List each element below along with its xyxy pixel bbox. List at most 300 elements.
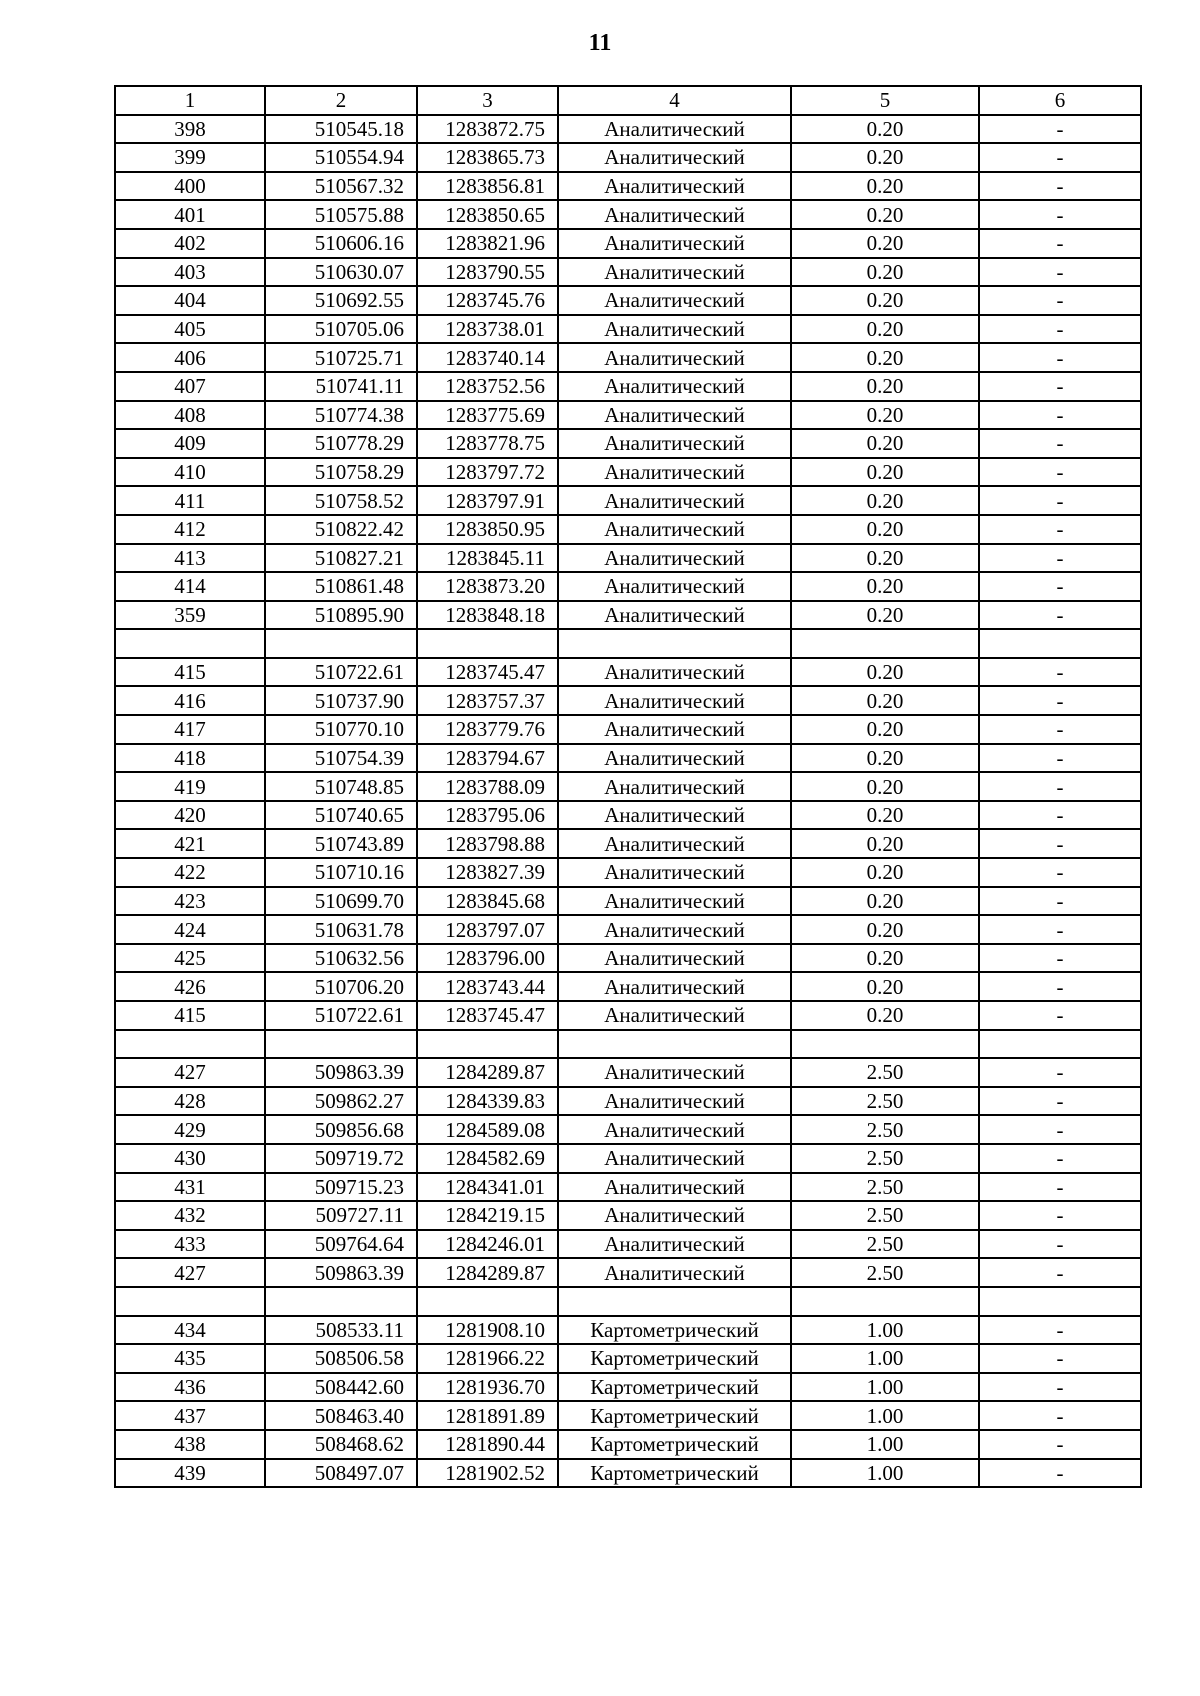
- note-cell: -: [979, 429, 1141, 458]
- accuracy-cell: 0.20: [791, 658, 979, 687]
- method-cell: Аналитический: [558, 1173, 791, 1202]
- x-coordinate-cell: 510692.55: [265, 286, 417, 315]
- point-number-cell: 406: [115, 343, 265, 372]
- note-cell: -: [979, 658, 1141, 687]
- method-cell: Аналитический: [558, 715, 791, 744]
- y-coordinate-cell: 1283845.68: [417, 887, 558, 916]
- x-coordinate-cell: 510895.90: [265, 601, 417, 630]
- table-row: [115, 315, 1141, 344]
- x-coordinate-cell: 510758.52: [265, 486, 417, 515]
- table-row: [115, 458, 1141, 487]
- note-cell: -: [979, 1430, 1141, 1459]
- y-coordinate-cell: 1281936.70: [417, 1373, 558, 1402]
- x-coordinate-cell: 508533.11: [265, 1316, 417, 1345]
- x-coordinate-cell: 510554.94: [265, 143, 417, 172]
- note-cell: -: [979, 258, 1141, 287]
- note-cell: -: [979, 601, 1141, 630]
- accuracy-cell: 0.20: [791, 972, 979, 1001]
- accuracy-cell: [791, 1287, 979, 1316]
- point-number-cell: 420: [115, 801, 265, 830]
- table-row: [115, 1201, 1141, 1230]
- point-number-cell: [115, 629, 265, 658]
- x-coordinate-cell: 508497.07: [265, 1459, 417, 1488]
- method-cell: Аналитический: [558, 343, 791, 372]
- method-cell: Аналитический: [558, 372, 791, 401]
- method-cell: Аналитический: [558, 744, 791, 773]
- note-cell: -: [979, 1373, 1141, 1402]
- note-cell: [979, 1030, 1141, 1059]
- accuracy-cell: 0.20: [791, 515, 979, 544]
- y-coordinate-cell: [417, 629, 558, 658]
- x-coordinate-cell: 509719.72: [265, 1144, 417, 1173]
- note-cell: -: [979, 172, 1141, 201]
- point-number-cell: 404: [115, 286, 265, 315]
- method-cell: Аналитический: [558, 515, 791, 544]
- point-number-cell: 433: [115, 1230, 265, 1259]
- method-cell: Аналитический: [558, 944, 791, 973]
- accuracy-cell: 0.20: [791, 372, 979, 401]
- method-cell: Аналитический: [558, 258, 791, 287]
- accuracy-cell: 0.20: [791, 829, 979, 858]
- note-cell: -: [979, 1258, 1141, 1287]
- table-row: [115, 429, 1141, 458]
- table-row: [115, 1001, 1141, 1030]
- note-cell: -: [979, 887, 1141, 916]
- note-cell: -: [979, 686, 1141, 715]
- accuracy-cell: 0.20: [791, 715, 979, 744]
- y-coordinate-cell: 1283795.06: [417, 801, 558, 830]
- point-number-cell: 415: [115, 658, 265, 687]
- note-cell: -: [979, 1058, 1141, 1087]
- table-row: [115, 887, 1141, 916]
- y-coordinate-cell: 1283827.39: [417, 858, 558, 887]
- separator-row: [115, 629, 1141, 658]
- note-cell: -: [979, 715, 1141, 744]
- table-row: [115, 544, 1141, 573]
- note-cell: -: [979, 1173, 1141, 1202]
- accuracy-cell: 0.20: [791, 401, 979, 430]
- method-cell: Аналитический: [558, 772, 791, 801]
- table-row: [115, 143, 1141, 172]
- point-number-cell: 401: [115, 200, 265, 229]
- accuracy-cell: 0.20: [791, 429, 979, 458]
- point-number-cell: 428: [115, 1087, 265, 1116]
- method-cell: Аналитический: [558, 229, 791, 258]
- method-cell: Аналитический: [558, 658, 791, 687]
- y-coordinate-cell: 1283856.81: [417, 172, 558, 201]
- method-cell: Картометрический: [558, 1401, 791, 1430]
- y-coordinate-cell: 1284582.69: [417, 1144, 558, 1173]
- method-cell: Аналитический: [558, 1115, 791, 1144]
- x-coordinate-cell: 510758.29: [265, 458, 417, 487]
- note-cell: -: [979, 229, 1141, 258]
- method-cell: Аналитический: [558, 686, 791, 715]
- method-cell: Аналитический: [558, 972, 791, 1001]
- method-cell: [558, 1287, 791, 1316]
- note-cell: -: [979, 1144, 1141, 1173]
- point-number-cell: 410: [115, 458, 265, 487]
- method-cell: Аналитический: [558, 286, 791, 315]
- point-number-cell: 425: [115, 944, 265, 973]
- x-coordinate-cell: 509727.11: [265, 1201, 417, 1230]
- accuracy-cell: 1.00: [791, 1459, 979, 1488]
- y-coordinate-cell: 1284341.01: [417, 1173, 558, 1202]
- method-cell: Аналитический: [558, 458, 791, 487]
- y-coordinate-cell: 1284289.87: [417, 1258, 558, 1287]
- table-row: [115, 715, 1141, 744]
- x-coordinate-cell: [265, 1030, 417, 1059]
- note-cell: -: [979, 1316, 1141, 1345]
- note-cell: -: [979, 1001, 1141, 1030]
- x-coordinate-cell: 510770.10: [265, 715, 417, 744]
- method-cell: Картометрический: [558, 1344, 791, 1373]
- method-cell: Аналитический: [558, 858, 791, 887]
- point-number-cell: 398: [115, 115, 265, 144]
- table-row: [115, 200, 1141, 229]
- accuracy-cell: 2.50: [791, 1058, 979, 1087]
- accuracy-cell: 1.00: [791, 1344, 979, 1373]
- y-coordinate-cell: 1283779.76: [417, 715, 558, 744]
- method-cell: Аналитический: [558, 601, 791, 630]
- note-cell: -: [979, 1230, 1141, 1259]
- accuracy-cell: 0.20: [791, 458, 979, 487]
- x-coordinate-cell: 510827.21: [265, 544, 417, 573]
- x-coordinate-cell: 510545.18: [265, 115, 417, 144]
- x-coordinate-cell: 509764.64: [265, 1230, 417, 1259]
- method-cell: Аналитический: [558, 544, 791, 573]
- y-coordinate-cell: 1283848.18: [417, 601, 558, 630]
- accuracy-cell: 0.20: [791, 801, 979, 830]
- x-coordinate-cell: 510699.70: [265, 887, 417, 916]
- note-cell: -: [979, 744, 1141, 773]
- point-number-cell: 436: [115, 1373, 265, 1402]
- note-cell: -: [979, 401, 1141, 430]
- table-row: [115, 1173, 1141, 1202]
- x-coordinate-cell: 510778.29: [265, 429, 417, 458]
- x-coordinate-cell: 509863.39: [265, 1058, 417, 1087]
- accuracy-cell: 0.20: [791, 772, 979, 801]
- point-number-cell: 423: [115, 887, 265, 916]
- point-number-cell: 438: [115, 1430, 265, 1459]
- y-coordinate-cell: 1283740.14: [417, 343, 558, 372]
- note-cell: -: [979, 115, 1141, 144]
- coordinates-table: [114, 85, 1142, 1488]
- note-cell: -: [979, 315, 1141, 344]
- accuracy-cell: 2.50: [791, 1115, 979, 1144]
- y-coordinate-cell: 1283821.96: [417, 229, 558, 258]
- note-cell: -: [979, 1201, 1141, 1230]
- method-cell: Картометрический: [558, 1373, 791, 1402]
- note-cell: -: [979, 286, 1141, 315]
- table-row: [115, 258, 1141, 287]
- point-number-cell: 437: [115, 1401, 265, 1430]
- method-cell: Аналитический: [558, 1201, 791, 1230]
- y-coordinate-cell: 1283738.01: [417, 315, 558, 344]
- y-coordinate-cell: 1283872.75: [417, 115, 558, 144]
- y-coordinate-cell: 1281966.22: [417, 1344, 558, 1373]
- note-cell: -: [979, 858, 1141, 887]
- x-coordinate-cell: 510725.71: [265, 343, 417, 372]
- y-coordinate-cell: 1283873.20: [417, 572, 558, 601]
- accuracy-cell: 0.20: [791, 601, 979, 630]
- y-coordinate-cell: 1283757.37: [417, 686, 558, 715]
- method-cell: [558, 629, 791, 658]
- table-row: [115, 1115, 1141, 1144]
- method-cell: Картометрический: [558, 1459, 791, 1488]
- x-coordinate-cell: 510706.20: [265, 972, 417, 1001]
- note-cell: -: [979, 544, 1141, 573]
- accuracy-cell: 0.20: [791, 200, 979, 229]
- method-cell: [558, 1030, 791, 1059]
- note-cell: -: [979, 515, 1141, 544]
- header-cell-6: 6: [979, 86, 1141, 115]
- accuracy-cell: 0.20: [791, 258, 979, 287]
- accuracy-cell: 0.20: [791, 115, 979, 144]
- point-number-cell: 412: [115, 515, 265, 544]
- accuracy-cell: 0.20: [791, 544, 979, 573]
- point-number-cell: [115, 1030, 265, 1059]
- y-coordinate-cell: 1283790.55: [417, 258, 558, 287]
- x-coordinate-cell: 510632.56: [265, 944, 417, 973]
- point-number-cell: 415: [115, 1001, 265, 1030]
- y-coordinate-cell: 1283775.69: [417, 401, 558, 430]
- note-cell: -: [979, 458, 1141, 487]
- accuracy-cell: 0.20: [791, 143, 979, 172]
- method-cell: Аналитический: [558, 829, 791, 858]
- point-number-cell: 427: [115, 1058, 265, 1087]
- table-row: [115, 658, 1141, 687]
- point-number-cell: 417: [115, 715, 265, 744]
- point-number-cell: 419: [115, 772, 265, 801]
- table-row: [115, 1459, 1141, 1488]
- point-number-cell: 402: [115, 229, 265, 258]
- note-cell: -: [979, 143, 1141, 172]
- x-coordinate-cell: 510740.65: [265, 801, 417, 830]
- y-coordinate-cell: 1283788.09: [417, 772, 558, 801]
- table-row: [115, 1344, 1141, 1373]
- method-cell: Аналитический: [558, 486, 791, 515]
- point-number-cell: 424: [115, 915, 265, 944]
- point-number-cell: 431: [115, 1173, 265, 1202]
- y-coordinate-cell: 1283845.11: [417, 544, 558, 573]
- y-coordinate-cell: 1284246.01: [417, 1230, 558, 1259]
- table-row: [115, 686, 1141, 715]
- point-number-cell: 416: [115, 686, 265, 715]
- y-coordinate-cell: 1281908.10: [417, 1316, 558, 1345]
- y-coordinate-cell: 1283794.67: [417, 744, 558, 773]
- point-number-cell: 414: [115, 572, 265, 601]
- method-cell: Аналитический: [558, 1230, 791, 1259]
- method-cell: Картометрический: [558, 1316, 791, 1345]
- table-row: [115, 1144, 1141, 1173]
- accuracy-cell: 0.20: [791, 915, 979, 944]
- point-number-cell: 429: [115, 1115, 265, 1144]
- y-coordinate-cell: 1281902.52: [417, 1459, 558, 1488]
- method-cell: Картометрический: [558, 1430, 791, 1459]
- x-coordinate-cell: 510606.16: [265, 229, 417, 258]
- x-coordinate-cell: 509862.27: [265, 1087, 417, 1116]
- note-cell: -: [979, 372, 1141, 401]
- method-cell: Аналитический: [558, 1087, 791, 1116]
- x-coordinate-cell: 510567.32: [265, 172, 417, 201]
- table-row: [115, 343, 1141, 372]
- separator-row: [115, 1030, 1141, 1059]
- accuracy-cell: 1.00: [791, 1401, 979, 1430]
- note-cell: -: [979, 772, 1141, 801]
- y-coordinate-cell: 1284339.83: [417, 1087, 558, 1116]
- point-number-cell: 426: [115, 972, 265, 1001]
- x-coordinate-cell: 510748.85: [265, 772, 417, 801]
- accuracy-cell: 2.50: [791, 1144, 979, 1173]
- note-cell: -: [979, 829, 1141, 858]
- table-row: [115, 229, 1141, 258]
- x-coordinate-cell: 510710.16: [265, 858, 417, 887]
- method-cell: Аналитический: [558, 572, 791, 601]
- method-cell: Аналитический: [558, 115, 791, 144]
- x-coordinate-cell: 508442.60: [265, 1373, 417, 1402]
- y-coordinate-cell: [417, 1030, 558, 1059]
- table-row: [115, 1316, 1141, 1345]
- x-coordinate-cell: 510743.89: [265, 829, 417, 858]
- header-cell-3: 3: [417, 86, 558, 115]
- x-coordinate-cell: 509856.68: [265, 1115, 417, 1144]
- x-coordinate-cell: 510822.42: [265, 515, 417, 544]
- table-row: [115, 372, 1141, 401]
- accuracy-cell: 2.50: [791, 1230, 979, 1259]
- x-coordinate-cell: 510631.78: [265, 915, 417, 944]
- accuracy-cell: 0.20: [791, 686, 979, 715]
- y-coordinate-cell: 1284589.08: [417, 1115, 558, 1144]
- note-cell: -: [979, 343, 1141, 372]
- y-coordinate-cell: 1283745.47: [417, 1001, 558, 1030]
- accuracy-cell: 2.50: [791, 1173, 979, 1202]
- y-coordinate-cell: 1283850.65: [417, 200, 558, 229]
- method-cell: Аналитический: [558, 143, 791, 172]
- table-row: [115, 829, 1141, 858]
- header-cell-2: 2: [265, 86, 417, 115]
- point-number-cell: 439: [115, 1459, 265, 1488]
- point-number-cell: 400: [115, 172, 265, 201]
- method-cell: Аналитический: [558, 1258, 791, 1287]
- accuracy-cell: 1.00: [791, 1373, 979, 1402]
- y-coordinate-cell: 1284289.87: [417, 1058, 558, 1087]
- accuracy-cell: 0.20: [791, 343, 979, 372]
- table-row: [115, 1087, 1141, 1116]
- method-cell: Аналитический: [558, 887, 791, 916]
- table-row: [115, 601, 1141, 630]
- table-row: [115, 1373, 1141, 1402]
- note-cell: [979, 629, 1141, 658]
- accuracy-cell: 2.50: [791, 1201, 979, 1230]
- accuracy-cell: 0.20: [791, 572, 979, 601]
- y-coordinate-cell: 1283797.91: [417, 486, 558, 515]
- x-coordinate-cell: 510722.61: [265, 658, 417, 687]
- accuracy-cell: 0.20: [791, 744, 979, 773]
- point-number-cell: 409: [115, 429, 265, 458]
- y-coordinate-cell: 1283850.95: [417, 515, 558, 544]
- x-coordinate-cell: 509715.23: [265, 1173, 417, 1202]
- point-number-cell: 413: [115, 544, 265, 573]
- note-cell: -: [979, 1459, 1141, 1488]
- x-coordinate-cell: 510705.06: [265, 315, 417, 344]
- note-cell: -: [979, 972, 1141, 1001]
- accuracy-cell: 0.20: [791, 887, 979, 916]
- accuracy-cell: 0.20: [791, 286, 979, 315]
- note-cell: -: [979, 801, 1141, 830]
- y-coordinate-cell: 1281890.44: [417, 1430, 558, 1459]
- point-number-cell: 408: [115, 401, 265, 430]
- note-cell: -: [979, 1344, 1141, 1373]
- accuracy-cell: 2.50: [791, 1258, 979, 1287]
- accuracy-cell: 0.20: [791, 229, 979, 258]
- table-row: [115, 858, 1141, 887]
- method-cell: Аналитический: [558, 801, 791, 830]
- table-row: [115, 915, 1141, 944]
- x-coordinate-cell: 508463.40: [265, 1401, 417, 1430]
- accuracy-cell: 0.20: [791, 486, 979, 515]
- x-coordinate-cell: 510630.07: [265, 258, 417, 287]
- table-row: [115, 1430, 1141, 1459]
- method-cell: Аналитический: [558, 315, 791, 344]
- y-coordinate-cell: 1283797.07: [417, 915, 558, 944]
- table-row: [115, 515, 1141, 544]
- note-cell: -: [979, 572, 1141, 601]
- note-cell: -: [979, 1087, 1141, 1116]
- point-number-cell: 399: [115, 143, 265, 172]
- y-coordinate-cell: 1283745.47: [417, 658, 558, 687]
- method-cell: Аналитический: [558, 1001, 791, 1030]
- note-cell: -: [979, 1401, 1141, 1430]
- y-coordinate-cell: 1283752.56: [417, 372, 558, 401]
- method-cell: Аналитический: [558, 429, 791, 458]
- x-coordinate-cell: 508468.62: [265, 1430, 417, 1459]
- point-number-cell: 430: [115, 1144, 265, 1173]
- x-coordinate-cell: 509863.39: [265, 1258, 417, 1287]
- table-row: [115, 286, 1141, 315]
- table-row: [115, 401, 1141, 430]
- x-coordinate-cell: 510722.61: [265, 1001, 417, 1030]
- method-cell: Аналитический: [558, 915, 791, 944]
- y-coordinate-cell: 1283743.44: [417, 972, 558, 1001]
- point-number-cell: 435: [115, 1344, 265, 1373]
- method-cell: Аналитический: [558, 1058, 791, 1087]
- table-row: [115, 1258, 1141, 1287]
- x-coordinate-cell: 510754.39: [265, 744, 417, 773]
- header-row: [115, 86, 1141, 115]
- method-cell: Аналитический: [558, 172, 791, 201]
- note-cell: [979, 1287, 1141, 1316]
- point-number-cell: 405: [115, 315, 265, 344]
- point-number-cell: 407: [115, 372, 265, 401]
- point-number-cell: 432: [115, 1201, 265, 1230]
- x-coordinate-cell: 508506.58: [265, 1344, 417, 1373]
- table-row: [115, 572, 1141, 601]
- point-number-cell: 411: [115, 486, 265, 515]
- x-coordinate-cell: 510861.48: [265, 572, 417, 601]
- y-coordinate-cell: 1283865.73: [417, 143, 558, 172]
- x-coordinate-cell: 510774.38: [265, 401, 417, 430]
- y-coordinate-cell: 1284219.15: [417, 1201, 558, 1230]
- table-row: [115, 944, 1141, 973]
- x-coordinate-cell: 510575.88: [265, 200, 417, 229]
- table-row: [115, 972, 1141, 1001]
- y-coordinate-cell: [417, 1287, 558, 1316]
- point-number-cell: 421: [115, 829, 265, 858]
- y-coordinate-cell: 1283797.72: [417, 458, 558, 487]
- point-number-cell: 403: [115, 258, 265, 287]
- accuracy-cell: 0.20: [791, 1001, 979, 1030]
- accuracy-cell: 2.50: [791, 1087, 979, 1116]
